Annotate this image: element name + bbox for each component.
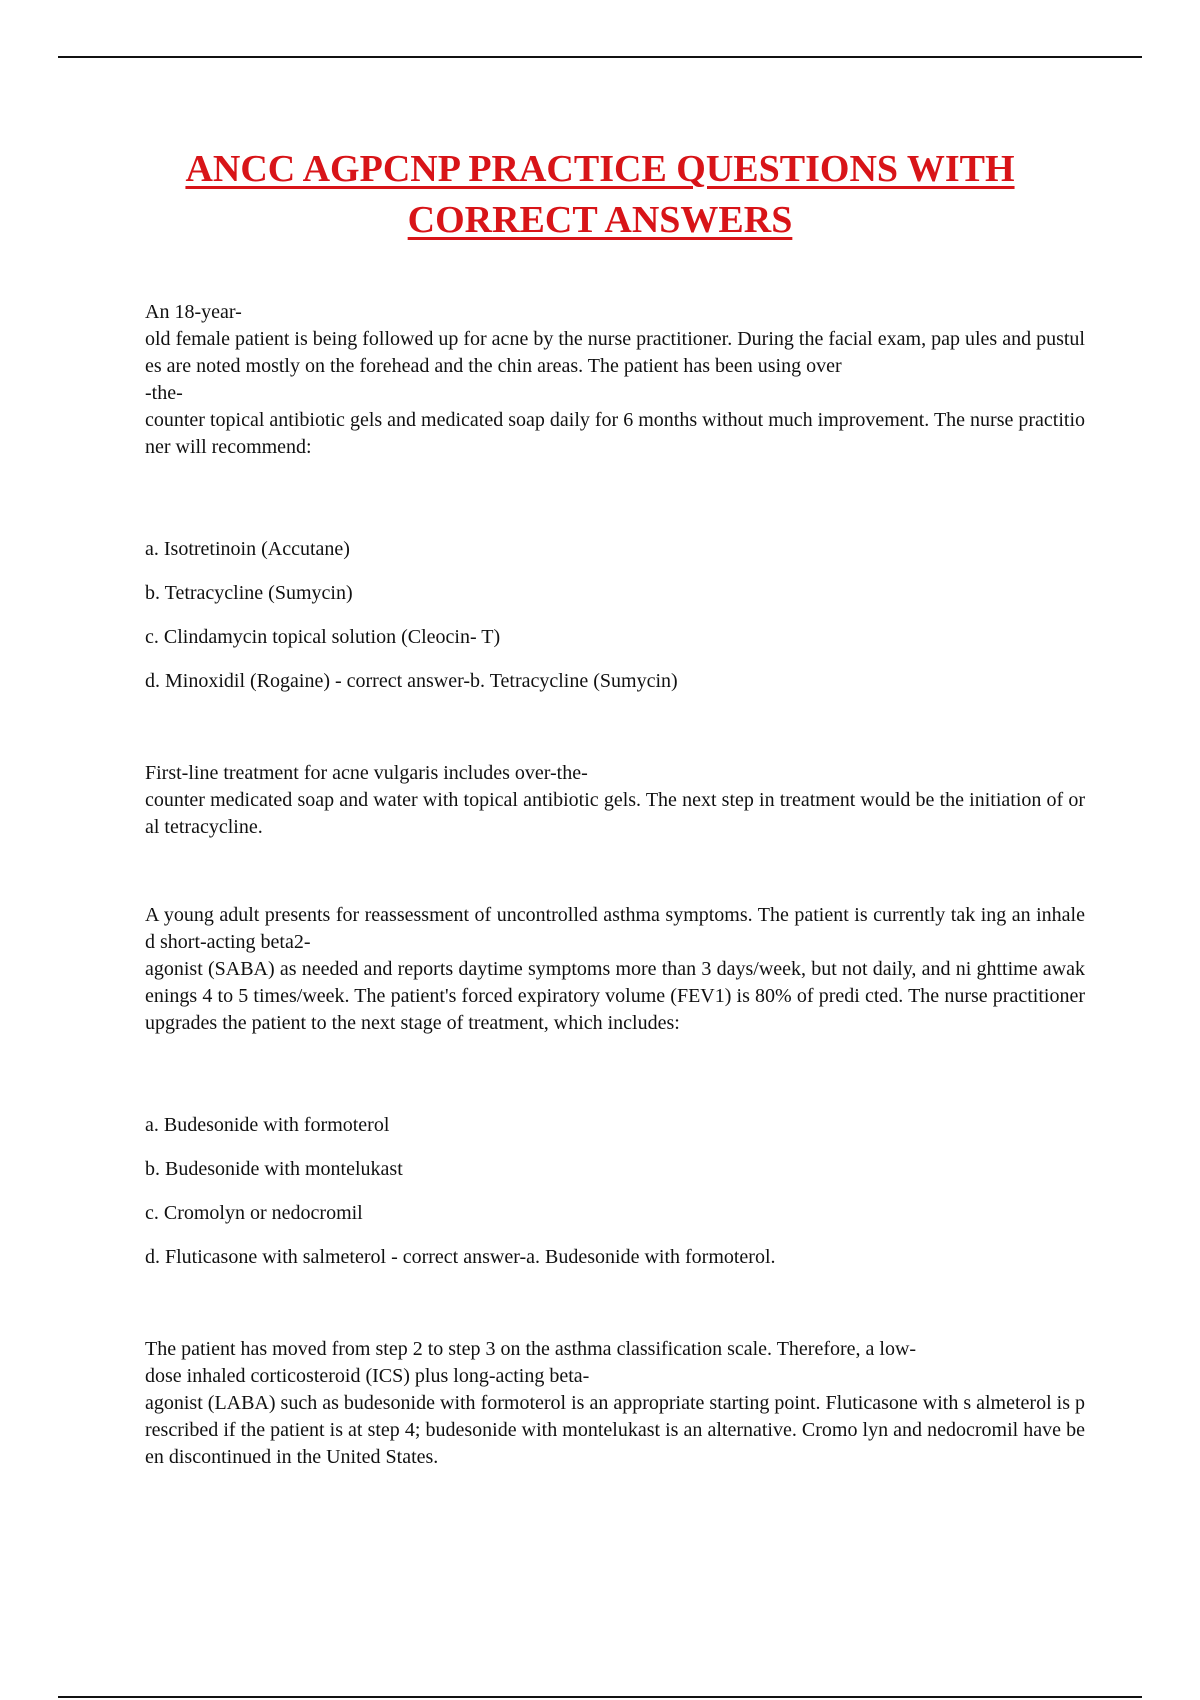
answer-options	[145, 1112, 1085, 1288]
title-line-2: CORRECT ANSWERS	[407, 199, 793, 241]
bottom-rule	[58, 1696, 1142, 1698]
answer-options	[145, 536, 1085, 712]
answer-option: a. Isotretinoin (Accutane)	[145, 538, 350, 560]
stem-line: counter topical antibiotic gels and medicated soap daily for 6 months without much improvement. The nurse practitioner will recommend:	[145, 409, 1085, 458]
explanation-line: agonist (LABA) such as budesonide with formoterol is an appropriate starting point. Fluticasone with s almeterol is prescribed if the patient is at step 4; budesonide with montelukast is an alternative. Cromo lyn and nedocromil have been discontinued in the United States.	[145, 1392, 1085, 1468]
question-stem	[145, 902, 1085, 1037]
answer-explanation	[145, 760, 1085, 841]
explanation-line: First-line treatment for acne vulgaris includes over-the-	[145, 762, 588, 784]
explanation-line: The patient has moved from step 2 to step 3 on the asthma classification scale. Therefore, a low-	[145, 1338, 917, 1360]
answer-option: b. Tetracycline (Sumycin)	[145, 582, 353, 604]
question-stem	[145, 299, 1085, 461]
stem-line: agonist (SABA) as needed and reports daytime symptoms more than 3 days/week, but not daily, and ni ghttime awakenings 4 to 5 times/week. The patient's forced expiratory volume (FEV1) is 80% of predi cted. The nurse practitioner upgrades the patient to the next stage of treatment, which includes:	[145, 958, 1085, 1034]
answer-option: c. Clindamycin topical solution (Cleocin- T)	[145, 626, 501, 648]
stem-line: -the-	[145, 382, 183, 404]
stem-line: An 18-year-	[145, 301, 242, 323]
answer-option: b. Budesonide with montelukast	[145, 1158, 403, 1180]
question-1	[145, 299, 1085, 841]
stem-line: A young adult presents for reassessment of uncontrolled asthma symptoms. The patient is currently tak ing an inhaled short-acting beta2-	[145, 904, 1085, 953]
answer-option: d. Minoxidil (Rogaine) - correct answer-b. Tetracycline (Sumycin)	[145, 670, 678, 692]
question-2	[145, 902, 1085, 1471]
document-body	[145, 299, 1085, 1471]
answer-option: d. Fluticasone with salmeterol - correct answer-a. Budesonide with formoterol.	[145, 1246, 776, 1268]
document-title	[100, 144, 1100, 246]
stem-line: old female patient is being followed up for acne by the nurse practitioner. During the facial exam, pap ules and pustules are noted mostly on the forehead and the chin areas. The patient has been using over	[145, 328, 1085, 377]
answer-option: a. Budesonide with formoterol	[145, 1114, 390, 1136]
answer-option: c. Cromolyn or nedocromil	[145, 1202, 363, 1224]
explanation-line: counter medicated soap and water with topical antibiotic gels. The next step in treatment would be the initiation of oral tetracycline.	[145, 789, 1085, 838]
answer-explanation	[145, 1336, 1085, 1471]
explanation-line: dose inhaled corticosteroid (ICS) plus long-acting beta-	[145, 1365, 590, 1387]
top-rule	[58, 56, 1142, 58]
title-line-1: ANCC AGPCNP PRACTICE QUESTIONS WITH	[185, 148, 1015, 190]
